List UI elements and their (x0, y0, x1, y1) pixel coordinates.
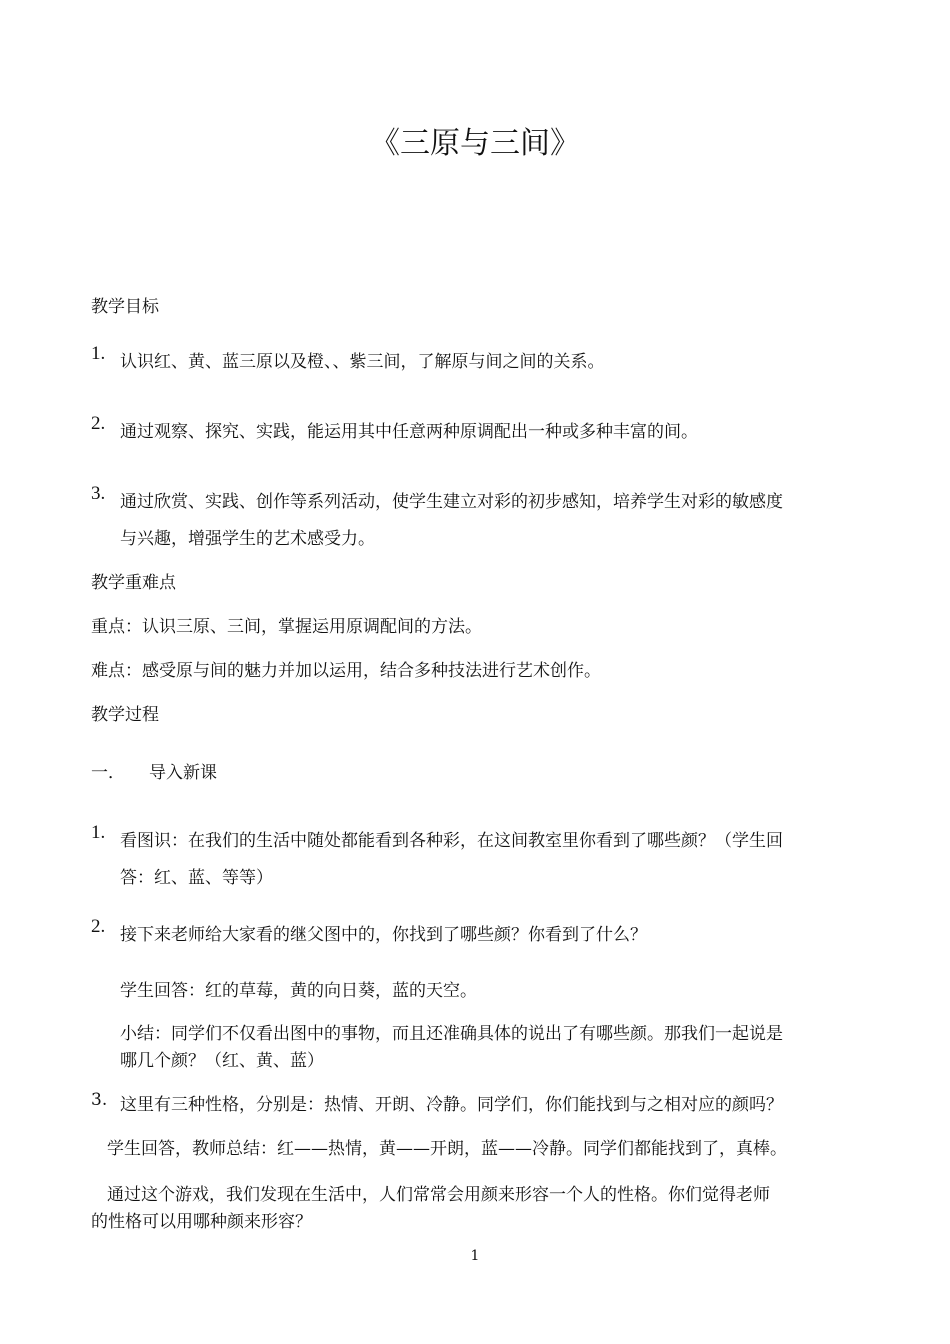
summary-line-1: 小结：同学们不仅看出图中的事物，而且还准确具体的说出了有哪些颜。那我们一起说是 (120, 1024, 783, 1044)
section-1-number: 一． (91, 763, 125, 783)
goal-3-number: 3. (91, 483, 106, 504)
step-1-number: 1. (91, 822, 106, 843)
student-answer: 学生回答：红的草莓，黄的向日葵，蓝的天空。 (120, 981, 477, 1001)
step-1-text-continued: 答：红、蓝、等等） (120, 868, 273, 888)
goal-3-text-continued: 与兴趣，增强学生的艺术感受力。 (120, 529, 375, 549)
game-paragraph-line-2: 的性格可以用哪种颜来形容？ (91, 1212, 312, 1232)
step-3-number: 3. (91, 1090, 108, 1110)
step-3-text: 这里有三种性格，分别是：热情、开朗、冷静。同学们，你们能找到与之相对应的颜吗？ (120, 1095, 783, 1115)
teacher-summary: 学生回答，教师总结：红——热情，黄——开朗，蓝——冷静。同学们都能找到了，真棒。 (107, 1139, 787, 1159)
page-number: 1 (470, 1248, 480, 1264)
heading-key-difficult: 教学重难点 (91, 573, 176, 593)
goal-1-number: 1. (91, 343, 106, 364)
goal-3-text: 通过欣赏、实践、创作等系列活动，使学生建立对彩的初步感知，培养学生对彩的敏感度 (120, 492, 783, 512)
step-1-text: 看图识：在我们的生活中随处都能看到各种彩，在这间教室里你看到了哪些颜？（学生回 (120, 831, 783, 851)
heading-teaching-process: 教学过程 (91, 705, 159, 725)
game-paragraph-line-1: 通过这个游戏，我们发现在生活中，人们常常会用颜来形容一个人的性格。你们觉得老师 (107, 1185, 770, 1205)
heading-teaching-goals: 教学目标 (91, 297, 159, 317)
step-2-text: 接下来老师给大家看的继父图中的，你找到了哪些颜？你看到了什么？ (120, 925, 647, 945)
summary-line-2: 哪几个颜？（红、黄、蓝） (120, 1051, 324, 1071)
step-2-number: 2. (91, 916, 106, 937)
document-title: 《三原与三间》 (370, 126, 580, 161)
goal-2-number: 2. (91, 413, 106, 434)
section-1-label: 导入新课 (149, 763, 217, 783)
key-point: 重点：认识三原、三间，掌握运用原调配间的方法。 (91, 617, 482, 637)
goal-2-text: 通过观察、探究、实践，能运用其中任意两种原调配出一种或多种丰富的间。 (120, 422, 698, 442)
goal-1-text: 认识红、黄、蓝三原以及橙、、紫三间，了解原与间之间的关系。 (120, 352, 605, 372)
difficult-point: 难点：感受原与间的魅力并加以运用，结合多种技法进行艺术创作。 (91, 661, 601, 681)
